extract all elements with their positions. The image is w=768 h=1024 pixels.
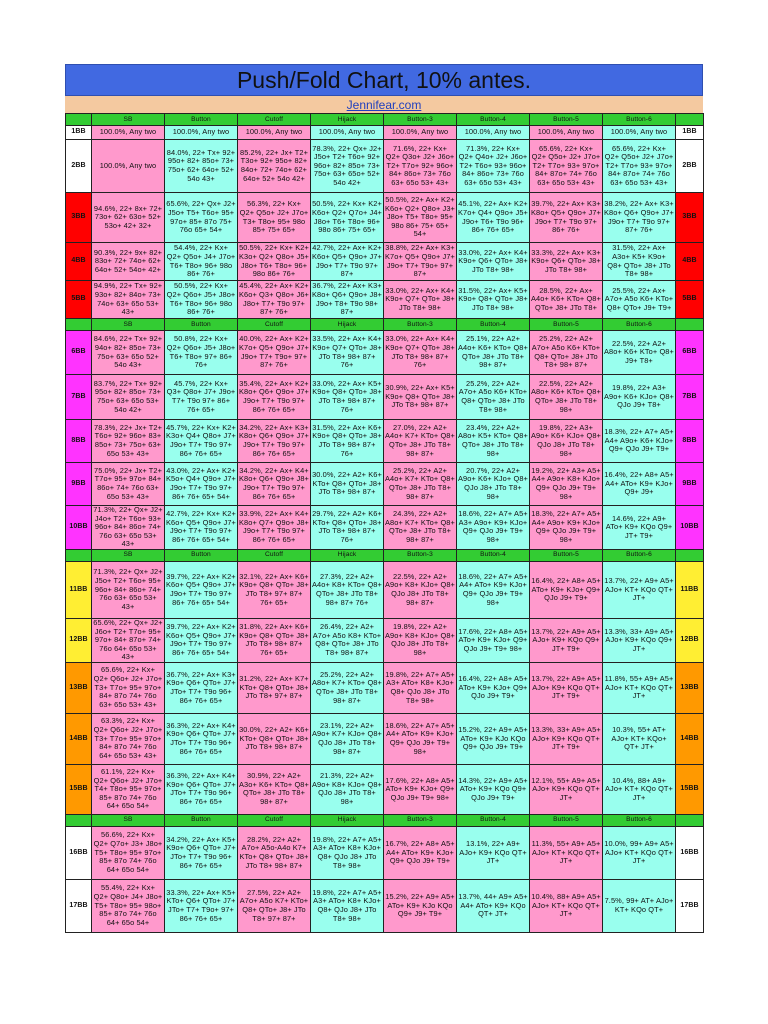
range-cell: 22.5%, 22+ A2+ A9o+ K8+ KJo+ Q8+ QJo J8+ JTo T8+ 98+ 87+ [384, 561, 457, 618]
range-cell: 11.8%, 55+ A9+ A5+ AJo+ KT+ KQo QT+ JT+ [603, 662, 676, 713]
range-cell: 15.2%, 22+ A9+ A5+ ATo+ K9+ KJo KQo Q9+ J9+ T9+ [384, 879, 457, 932]
range-cell: 25.2%, 22+ A2+ A7o+ A5o K6+ KTo+ Q8+ QTo+ J8+ JTo T8+ 98+ 87+ [530, 331, 603, 375]
range-cell: 19.8%, 22+ A7+ A5+ A3+ ATo+ K8+ KJo+ Q8+ QJo J8+ JTo T8+ 98+ [384, 662, 457, 713]
range-cell: 19.8%, 22+ A3+ A9o+ K6+ KJo+ Q8+ QJo J9+ T8+ [603, 375, 676, 420]
position-header: Button-6 [603, 549, 676, 561]
range-cell: 43.0%, 22+ Ax+ K2+ K5o+ Q4+ Q9o+ J7+ J9o+ T7+ T9o 97+ 86+ 76+ 65+ 54+ [165, 463, 238, 506]
range-cell: 28.2%, 22+ A2+ A7o+ A5o-A4o K7+ KTo+ Q8+ QTo+ J8+ JTo T8+ 98+ 87+ [238, 826, 311, 879]
position-header: Button-4 [457, 549, 530, 561]
range-cell: 50.5%, 22+ Kx+ K2+ K6o+ Q2+ Q7o+ J4+ J8o+ T6+ T8o+ 96+ 98o 86+ 75+ 65+ [311, 193, 384, 243]
range-cell: 12.1%, 55+ A9+ A5+ AJo+ K9+ KQo QT+ JT+ [530, 764, 603, 814]
range-cell: 50.5%, 22+ Kx+ K2+ K3o+ Q2+ Q8o+ J5+ J8o+ T6+ T8o+ 96+ 98o 86+ 76+ [238, 243, 311, 281]
range-cell: 33.3%, 22+ Ax+ K5+ KTo+ Q6+ QTo+ J7+ JTo+ T7+ T9o+ 97+ 86+ 76+ 65+ [165, 879, 238, 932]
range-cell: 30.0%, 22+ A2+ K6+ KTo+ Q8+ QTo+ J8+ JTo T8+ 98+ 87+ [311, 463, 384, 506]
range-cell: 7.5%, 99+ AT+ AJo+ KT+ KQo QT+ [603, 879, 676, 932]
range-cell: 17.6%, 22+ A8+ A5+ ATo+ K9+ KJo+ Q9+ QJo J9+ T9+ 98+ [384, 764, 457, 814]
range-cell: 27.5%, 22+ A2+ A7o+ A5o K7+ KTo+ Q8+ QTo+ J8+ JTo T8+ 97+ 87+ [238, 879, 311, 932]
range-cell: 22.5%, 22+ A2+ A8o+ K6+ KTo+ Q8+ QTo+ J8+ JTo T8+ 98+ [530, 375, 603, 420]
stack-label: 3BB [676, 193, 704, 243]
range-cell: 100.0%, Any two [165, 126, 238, 140]
range-cell: 30.9%, 22+ Ax+ K5+ K9o+ Q8+ QTo+ J8+ JTo T8+ 98+ 87+ [384, 375, 457, 420]
stack-label: 9BB [676, 463, 704, 506]
stack-label: 5BB [66, 281, 92, 319]
range-cell: 38.8%, 22+ Ax+ K3+ K7o+ Q5+ Q9o+ J7+ J9o+ T7+ T9o+ 97+ 87+ [384, 243, 457, 281]
range-cell: 22.5%, 22+ A2+ A8o+ K6+ KTo+ Q8+ J9+ T8+ [603, 331, 676, 375]
range-cell: 25.2%, 22+ A2+ A8o+ K7+ KTo+ Q8+ QTo+ J8+ JTo T8+ 98+ 87+ [311, 662, 384, 713]
range-cell: 39.7%, 22+ Ax+ K2+ K6o+ Q5+ Q9o+ J7+ J9o+ T7+ T9o 97+ 86+ 76+ 65+ 54+ [165, 618, 238, 662]
range-cell: 75.0%, 22+ Jx+ T2+ T7o+ 95+ 97o+ 84+ 86o+ 74+ 76o 63+ 65o 53+ 43+ [92, 463, 165, 506]
position-header: Button-5 [530, 319, 603, 331]
range-cell: 71.3%, 22+ Qx+ J2+ J4o+ T2+ T6o+ 93+ 96o+ 84+ 86o+ 74+ 76o 63+ 65o 53+ 43+ [93, 505, 163, 549]
range-cell: 18.3%, 22+ A7+ A5+ A4+ A9o+ K9+ KJo+ Q9+ QJo J9+ T9+ 98+ [530, 506, 603, 550]
position-header: Cutoff [238, 319, 311, 331]
range-cell: 27.0%, 22+ A2+ A4o+ K7+ KTo+ Q8+ QTo+ J8+ JTo T8+ 98+ 87+ [384, 420, 457, 463]
header-corner [66, 114, 92, 126]
range-cell: 27.3%, 22+ A2+ A4o+ K8+ KTo+ Q8+ QTo+ J8+ JTo T8+ 98+ 87+ 76+ [311, 561, 384, 618]
range-cell: 10.4%, 88+ A9+ AJo+ KT+ KQo QT+ JT+ [603, 764, 676, 814]
range-cell: 100.0%, Any two [384, 126, 457, 140]
range-cell: 56.6%, 22+ Kx+ Q2+ Q7o+ J3+ J8o+ T5+ T8o+ 95+ 97o+ 85+ 87o 74+ 76o 64+ 65o 54+ [92, 826, 165, 879]
table-row [66, 463, 704, 506]
position-header: Button-6 [603, 114, 676, 126]
stack-label: 17BB [66, 879, 92, 932]
range-cell: 38.2%, 22+ Ax+ K3+ K8o+ Q6+ Q9o+ J7+ J9o+ T7+ T9o 97+ 87+ 76+ [603, 193, 676, 243]
range-cell: 31.2%, 22+ Ax+ K7+ KTo+ Q8+ QTo+ J8+ JTo T8+ 97+ 87+ [238, 662, 311, 713]
range-cell: 29.7%, 22+ A2+ K6+ KTo+ Q8+ QTo+ J8+ JTo T8+ 98+ 87+ 76+ [311, 506, 384, 550]
stack-label: 10BB [66, 506, 92, 550]
header-corner [676, 319, 704, 331]
range-cell: 23.4%, 22+ A2+ A8o+ K5+ KTo+ Q8+ QTo+ J8+ JTo T8+ 98+ [457, 420, 530, 463]
range-cell: 39.7%, 22+ Ax+ K2+ K6o+ Q5+ Q9o+ J7+ J9o+ T7+ T9o 97+ 86+ 76+ 65+ 54+ [165, 561, 238, 618]
position-header: Button-3 [384, 814, 457, 826]
stack-label: 8BB [676, 420, 704, 463]
range-cell: 30.9%, 22+ A2+ A3o+ K6+ KTo+ Q8+ QTo+ J8+ JTo T8+ 98+ 87+ [238, 764, 311, 814]
position-header: SB [92, 114, 165, 126]
stack-label: 13BB [676, 662, 704, 713]
range-cell: 65.6%, 22+ Kx+ Q2+ Q5o+ J2+ J7o+ T2+ T7o+ 93+ 97o+ 84+ 87o+ 74+ 76o 63+ 65o 53+ 43+ [603, 140, 676, 193]
range-cell: 78.3%, 22+ Jx+ T2+ T6o+ 92+ 96o+ 83+ 85o+ 73+ 75o+ 63+ 65o 53+ 43+ [92, 420, 165, 463]
range-cell: 36.3%, 22+ Ax+ K4+ K9o+ Q6+ QTo+ J7+ JTo+ T7+ T9o 96+ 86+ 76+ 65+ [165, 713, 238, 764]
table-row [66, 140, 704, 193]
table-row [66, 331, 704, 375]
stack-label: 2BB [66, 140, 92, 193]
range-cell: 35.4%, 22+ Ax+ K2+ K8o+ Q6+ Q9o+ J7+ J9o+ T7+ T9o 97+ 86+ 76+ 65+ [238, 375, 311, 420]
header-corner [66, 319, 92, 331]
position-header: Cutoff [238, 814, 311, 826]
range-cell: 54.4%, 22+ Kx+ Q2+ Q5o+ J4+ J7o+ T6+ T8o+ 96+ 98o 86+ 76+ [165, 243, 238, 281]
table-row [66, 826, 704, 879]
range-cell: 45.7%, 22+ Kx+ Q3+ Q8o+ J7+ J9o+ T7+ T9o 97+ 86+ 76+ 65+ [165, 375, 238, 420]
range-cell: 61.1%, 22+ Kx+ Q2+ Q6o+ J2+ J7o+ T4+ T8o+ 95+ 97o+ 85+ 87o 74+ 76o 64+ 65o 54+ [92, 764, 165, 814]
range-cell: 31.5%, 22+ Ax+ K6+ K9o+ Q8+ QTo+ J8+ JTo T8+ 98+ 87+ 76+ [311, 420, 384, 463]
range-cell: 17.6%, 22+ A8+ A5+ ATo+ K9+ KJo+ Q9+ QJo J9+ T9+ 98+ [457, 618, 530, 662]
range-cell: 100.0%, Any two [603, 126, 676, 140]
range-cell: 20.7%, 22+ A2+ A9o+ K6+ KJo+ Q8+ QJo J8+ JTo T8+ 98+ [457, 463, 530, 506]
range-cell: 65.6%, 22+ Kx+ Q2+ Q5o+ J2+ J7o+ T2+ T7o+ 93+ 97o+ 84+ 87o+ 74+ 76o 63+ 65o 53+ 43+ [530, 140, 603, 193]
range-cell: 78.3%, 22+ Qx+ J2+ J5o+ T2+ T6o+ 92+ 96o+ 82+ 85o+ 73+ 75o+ 63+ 65o+ 52+ 54o 42+ [311, 140, 384, 193]
range-cell: 71.3%, 22+ Qx+ J2+ J5o+ T2+ T6o+ 95+ 96o+ 84+ 86o+ 74+ 76o 63+ 65o 53+ 43+ [92, 561, 165, 618]
range-cell: 18.6%, 22+ A7+ A5+ A3+ A9o+ K9+ KJo+ Q9+ QJo J9+ T9+ 98+ [457, 506, 530, 550]
range-cell: 42.7%, 22+ Ax+ K2+ K6o+ Q5+ Q9o+ J7+ J9o+ T7+ T9o 97+ 87+ [311, 243, 384, 281]
stack-label: 5BB [676, 281, 704, 319]
stack-label: 15BB [676, 764, 704, 814]
position-header: SB [92, 319, 165, 331]
stack-label: 11BB [66, 561, 92, 618]
stack-label: 16BB [676, 826, 704, 879]
stack-label: 7BB [66, 375, 92, 420]
range-cell: 14.3%, 22+ A9+ A5+ ATo+ K9+ KQo Q9+ QJo J9+ T9+ [457, 764, 530, 814]
stack-label: 8BB [66, 420, 92, 463]
range-cell: 28.5%, 22+ Ax+ A4o+ K6+ KTo+ Q8+ QTo+ J8+ JTo T8+ [530, 281, 603, 319]
range-cell: 85.2%, 22+ Jx+ T2+ T3o+ 92+ 95o+ 82+ 84o+ 72+ 74o+ 62+ 64o+ 52+ 54o 42+ [238, 140, 311, 193]
stack-label: 15BB [66, 764, 92, 814]
range-cell: 33.0%, 22+ Ax+ K4+ K9o+ Q7+ QTo+ J8+ JTo T8+ 98+ 87+ 76+ [384, 331, 457, 375]
position-header: Button-3 [384, 549, 457, 561]
range-cell: 100.0%, Any two [238, 126, 311, 140]
range-cell: 84.0%, 22+ Tx+ 92+ 95o+ 82+ 85o+ 73+ 75o+ 62+ 64o+ 52+ 54o 43+ [165, 140, 238, 193]
position-header: SB [92, 814, 165, 826]
header-corner [676, 114, 704, 126]
range-cell: 21.3%, 22+ A2+ A9o+ K8+ KJo+ Q8+ QJo J8+ JTo T8+ 98+ [311, 764, 384, 814]
range-cell: 13.1%, 22+ A9+ AJo+ K9+ KQo QT+ JT+ [457, 826, 530, 879]
range-cell: 71.3%, 22+ Kx+ Q2+ Q4o+ J2+ J6o+ T2+ T6o+ 93+ 96o+ 84+ 86o+ 73+ 76o 63+ 65o 53+ 43+ [457, 140, 530, 193]
range-cell: 50.5%, 22+ Kx+ Q2+ Q6o+ J5+ J8o+ T6+ T8o+ 96+ 98o 86+ 76+ [165, 281, 238, 319]
site-link[interactable]: Jennifear.com [65, 96, 703, 113]
range-cell: 25.2%, 22+ A2+ A7o+ A5o K6+ KTo+ Q8+ QTo+ J8+ JTo T8+ 98+ [457, 375, 530, 420]
stack-label: 12BB [676, 618, 704, 662]
range-cell: 33.0%, 22+ Ax+ K4+ K9o+ Q7+ QTo+ J8+ JTo T8+ 98+ [384, 281, 457, 319]
position-header: Hijack [311, 814, 384, 826]
range-cell: 31.5%, 22+ Ax+ K5+ K9o+ Q8+ QTo+ J8+ JTo T8+ 98+ [457, 281, 530, 319]
range-cell: 18.3%, 22+ A7+ A5+ A4+ A9o+ K6+ KJo+ Q9+ QJo J9+ T9+ [603, 420, 676, 463]
table-row [66, 764, 704, 814]
stack-label: 14BB [676, 713, 704, 764]
range-cell: 13.3%, 33+ A9+ A5+ AJo+ K9+ KQo Q9+ JT+ [603, 618, 676, 662]
range-cell: 55.4%, 22+ Kx+ Q2+ Q8o+ J4+ J8o+ T5+ T8o+ 95+ 98o+ 85+ 87o 74+ 76o 64+ 65o 54+ [92, 879, 165, 932]
range-cell: 34.2%, 22+ Ax+ K3+ K8o+ Q6+ Q9o+ J7+ J9o+ T7+ T9o 97+ 86+ 76+ 65+ [238, 420, 311, 463]
range-cell: 65.6%, 22+ Kx+ Q2+ Q6o+ J2+ J7o+ T3+ T7o+ 95+ 97o+ 84+ 87o 74+ 76o 63+ 65o 53+ 43+ [92, 662, 165, 713]
table-row [66, 713, 704, 764]
stack-label: 3BB [66, 193, 92, 243]
range-cell: 19.8%, 22+ A7+ A5+ A3+ ATo+ K8+ KJo+ Q8+ QJo J8+ JTo T8+ 98+ [311, 879, 384, 932]
range-cell: 56.3%, 22+ Kx+ Q2+ Q5o+ J2+ J7o+ T3+ T8o+ 95+ 98o 85+ 75+ 65+ [238, 193, 311, 243]
range-cell: 100.0%, Any two [311, 126, 384, 140]
range-cell: 34.2%, 22+ Ax+ K5+ K9o+ Q6+ QTo+ J7+ JTo+ T7+ T9o 96+ 86+ 76+ 65+ [165, 826, 238, 879]
table-row [66, 879, 704, 932]
range-cell: 19.2%, 22+ A3+ A5+ A4+ A9o+ K8+ KJo+ Q9+ QJo J9+ T9+ 98+ [530, 463, 603, 506]
range-cell: 13.7%, 44+ A9+ A5+ A4+ ATo+ K9+ KQo QT+ JT+ [457, 879, 530, 932]
stack-label: 6BB [676, 331, 704, 375]
range-cell: 18.6%, 22+ A7+ A5+ A4+ ATo+ K9+ KJo+ Q9+ QJo J9+ T9+ 98+ [384, 713, 457, 764]
table-row [66, 375, 704, 420]
stack-label: 4BB [66, 243, 92, 281]
table-row [66, 281, 704, 319]
range-cell: 32.1%, 22+ Ax+ K6+ K9o+ Q8+ QTo+ J8+ JTo T8+ 97+ 87+ 76+ 65+ [238, 561, 311, 618]
range-cell: 23.1%, 22+ A2+ A9o+ K7+ KJo+ Q8+ QJo J8+ JTo T8+ 98+ 87+ [311, 713, 384, 764]
range-cell: 11.3%, 55+ A9+ A5+ AJo+ KT+ KQo QT+ JT+ [530, 826, 603, 879]
range-cell: 100.0%, Any two [530, 126, 603, 140]
stack-label: 17BB [676, 879, 704, 932]
table-row [66, 506, 704, 550]
range-cell: 10.4%, 88+ A9+ A5+ AJo+ KT+ KQo QT+ JT+ [530, 879, 603, 932]
range-cell: 90.3%, 22+ 9x+ 82+ 83o+ 72+ 74o+ 62+ 64o+ 52+ 54o+ 42+ [92, 243, 165, 281]
stack-label: 9BB [66, 463, 92, 506]
stack-label: 12BB [66, 618, 92, 662]
range-cell: 13.7%, 22+ A9+ A5+ AJo+ K9+ KQo Q9+ JT+ T9+ [530, 618, 603, 662]
range-cell: 34.2%, 22+ Ax+ K4+ K8o+ Q6+ Q9o+ J8+ J9o+ T7+ T9o 97+ 86+ 76+ 65+ [238, 463, 311, 506]
position-header: Button-3 [384, 114, 457, 126]
position-header: Button [165, 319, 238, 331]
range-cell: 94.9%, 22+ Tx+ 92+ 93o+ 82+ 84o+ 73+ 74o+ 63+ 65o 53+ 43+ [92, 281, 165, 319]
header-row [66, 549, 704, 561]
page-title: Push/Fold Chart, 10% antes. [65, 64, 703, 96]
table-row [66, 193, 704, 243]
range-cell: 16.4%, 22+ A8+ A5+ ATo+ K9+ KJo+ Q9+ QJo J9+ T9+ [457, 662, 530, 713]
position-header: Button-6 [603, 814, 676, 826]
table-row [66, 561, 704, 618]
table-row [66, 243, 704, 281]
stack-label: 16BB [66, 826, 92, 879]
position-header: Button-6 [603, 319, 676, 331]
header-row [66, 319, 704, 331]
range-cell: 19.8%, 22+ A2+ A9o+ K8+ KJo+ Q8+ QJo J8+ JTo T8+ 98+ [384, 618, 457, 662]
range-cell: 65.6%, 22+ Qx+ J2+ J5o+ T5+ T6o+ 95+ 97o+ 85+ 87o 75+ 76o 65+ 54+ [165, 193, 238, 243]
range-cell: 94.6%, 22+ 8x+ 72+ 73o+ 62+ 63o+ 52+ 53o+ 42+ 32+ [92, 193, 165, 243]
range-cell: 15.2%, 22+ A9+ A5+ ATo+ K9+ KJo KQo Q9+ QJo J9+ T9+ [457, 713, 530, 764]
position-header: Hijack [311, 114, 384, 126]
stack-label: 14BB [66, 713, 92, 764]
range-cell: 13.7%, 22+ A9+ A5+ AJo+ K9+ KQo QT+ JT+ T9+ [530, 662, 603, 713]
position-header: Cutoff [238, 549, 311, 561]
table-body [66, 114, 704, 933]
position-header: Button-4 [457, 814, 530, 826]
range-cell: 36.3%, 22+ Ax+ K4+ K9o+ Q6+ QTo+ J7+ JTo+ T7+ T9o 96+ 86+ 76+ 65+ [165, 764, 238, 814]
range-cell: 33.5%, 22+ Ax+ K4+ K9o+ Q7+ QTo+ J8+ JTo T8+ 98+ 87+ 76+ [311, 331, 384, 375]
table-row [66, 420, 704, 463]
range-cell: 50.5%, 22+ Ax+ K2+ K6o+ Q2+ Q8o+ J3+ J8o+ T5+ T8o+ 95+ 98o 86+ 75+ 65+ 54+ [384, 193, 457, 243]
range-cell: 45.1%, 22+ Ax+ K2+ K7o+ Q4+ Q9o+ J5+ J9o+ T6+ T9o 96+ 86+ 76+ 65+ [457, 193, 530, 243]
chart-sheet [65, 64, 703, 933]
range-cell: 100.0%, Any two [92, 140, 165, 193]
table-row [66, 126, 704, 140]
table-row [66, 618, 704, 662]
stack-label: 1BB [66, 126, 92, 140]
range-cell: 26.4%, 22+ A2+ A7o+ A5o K8+ KTo+ Q8+ QTo+ J8+ JTo T8+ 98+ 87+ [311, 618, 384, 662]
range-cell: 83.7%, 22+ Tx+ 92+ 95o+ 82+ 85o+ 73+ 75o+ 63+ 65o 53+ 54o 42+ [92, 375, 165, 420]
header-corner [676, 814, 704, 826]
position-header: Cutoff [238, 114, 311, 126]
push-fold-table [65, 113, 704, 933]
stack-label: 1BB [676, 126, 704, 140]
range-cell: 19.8%, 22+ A3+ A9o+ K6+ KJo+ Q8+ QJo J8+ JTo T8+ 98+ [530, 420, 603, 463]
range-cell: 36.7%, 22+ Ax+ K3+ K9o+ Q6+ QTo+ J7+ JTo+ T7+ T9o 96+ 86+ 76+ 65+ [165, 662, 238, 713]
range-cell: 18.6%, 22+ A7+ A5+ A4+ ATo+ K9+ KJo+ Q9+ QJo J9+ T9+ 98+ [457, 561, 530, 618]
range-cell: 40.0%, 22+ Ax+ K2+ K7o+ Q5+ Q9o+ J7+ J9o+ T7+ T9o+ 97+ 87+ 76+ [238, 331, 311, 375]
range-cell: 16.4%, 22+ A8+ A5+ ATo+ K9+ KJo+ Q9+ QJo J9+ T9+ [530, 561, 603, 618]
header-corner [66, 549, 92, 561]
position-header: Button [165, 549, 238, 561]
range-cell: 84.6%, 22+ Tx+ 92+ 94o+ 82+ 85o+ 73+ 75o+ 63+ 65o 52+ 54o 43+ [92, 331, 165, 375]
header-row [66, 814, 704, 826]
range-cell: 65.6%, 22+ Qx+ J2+ J6o+ T2+ T7o+ 95+ 97o+ 84+ 87o+ 74+ 76o 64+ 65o 53+ 43+ [93, 618, 163, 662]
stack-label: 10BB [676, 506, 704, 550]
position-header: Button-4 [457, 319, 530, 331]
range-cell: 19.8%, 22+ A7+ A5+ A3+ ATo+ K8+ KJo+ Q8+ QJo J8+ JTo T8+ 98+ [311, 826, 384, 879]
range-cell: 31.5%, 22+ Ax+ A3o+ K5+ K9o+ Q8+ QTo+ J8+ JTo T8+ 98+ [603, 243, 676, 281]
position-header: Button-3 [384, 319, 457, 331]
range-cell: 33.9%, 22+ Ax+ K4+ K8o+ Q7+ Q9o+ J8+ J9o+ T7+ T9o 97+ 86+ 76+ 65+ [238, 506, 311, 550]
range-cell: 33.3%, 22+ Ax+ K3+ K9o+ Q6+ QTo+ J8+ JTo T8+ 98+ [530, 243, 603, 281]
range-cell: 30.0%, 22+ A2+ K6+ KTo+ Q8+ QTo+ J8+ JTo T8+ 98+ 87+ [238, 713, 311, 764]
range-cell: 16.7%, 22+ A8+ A5+ A4+ ATo+ K9+ KJo+ Q9+ QJo J9+ T9+ [384, 826, 457, 879]
range-cell: 24.3%, 22+ A2+ A8o+ K7+ KTo+ Q8+ QTo+ J8+ JTo T8+ 98+ 87+ [384, 506, 457, 550]
stack-label: 4BB [676, 243, 704, 281]
header-corner [66, 814, 92, 826]
range-cell: 10.3%, 55+ AT+ AJo+ KT+ KQo+ QT+ JT+ [603, 713, 676, 764]
range-cell: 71.6%, 22+ Kx+ Q2+ Q3o+ J2+ J6o+ T2+ T7o+ 92+ 96o+ 84+ 86o+ 73+ 76o 63+ 65o 53+ 43+ [384, 140, 457, 193]
range-cell: 42.7%, 22+ Kx+ K2+ K6o+ Q5+ Q9o+ J7+ J9o+ T7+ T9o 97+ 86+ 76+ 65+ 54+ [165, 506, 238, 550]
range-cell: 31.8%, 22+ Ax+ K6+ K9o+ Q8+ QTo+ J8+ JTo T8+ 98+ 87+ 76+ 65+ [238, 618, 311, 662]
stack-label: 7BB [676, 375, 704, 420]
range-cell: 25.5%, 22+ Ax+ A7o+ A5o K6+ KTo+ Q8+ QTo+ J9+ T9+ [603, 281, 676, 319]
position-header: Button-5 [530, 549, 603, 561]
header-corner [676, 549, 704, 561]
header-row [66, 114, 704, 126]
range-cell: 33.0%, 22+ Ax+ K4+ K9o+ Q6+ QTo+ J8+ JTo T8+ 98+ [457, 243, 530, 281]
position-header: Button [165, 114, 238, 126]
position-header: Button [165, 814, 238, 826]
position-header: Hijack [311, 319, 384, 331]
range-cell: 14.6%, 22+ A9+ ATo+ K9+ KQo Q9+ JT+ T9+ [603, 506, 676, 550]
range-cell: 63.3%, 22+ Kx+ Q2+ Q6o+ J2+ J7o+ T3+ T7o+ 95+ 97o+ 84+ 87o 74+ 76o 64+ 65o 53+ 43+ [92, 713, 165, 764]
stack-label: 6BB [66, 331, 92, 375]
range-cell: 33.0%, 22+ Ax+ K5+ K9o+ Q8+ QTo+ J8+ JTo T8+ 98+ 87+ 76+ [311, 375, 384, 420]
stack-label: 11BB [676, 561, 704, 618]
stack-label: 13BB [66, 662, 92, 713]
range-cell: 45.4%, 22+ Ax+ K2+ K6o+ Q3+ Q8o+ J6+ J8o+ T7+ T9o 97+ 87+ 76+ [238, 281, 311, 319]
position-header: Hijack [311, 549, 384, 561]
range-cell: 100.0%, Any two [457, 126, 530, 140]
range-cell: 50.8%, 22+ Kx+ Q2+ Q6o+ J5+ J8o+ T6+ T8o+ 97+ 86+ 76+ [165, 331, 238, 375]
position-header: Button-5 [530, 814, 603, 826]
stack-label: 2BB [676, 140, 704, 193]
range-cell: 100.0%, Any two [92, 126, 165, 140]
table-row [66, 662, 704, 713]
range-cell: 39.7%, 22+ Ax+ K3+ K8o+ Q5+ Q9o+ J7+ J9o+ T7+ T9o 97+ 86+ 76+ [530, 193, 603, 243]
range-cell: 36.7%, 22+ Ax+ K3+ K8o+ Q6+ Q9o+ J8+ J9o+ T8+ T9o 98+ 87+ [311, 281, 384, 319]
range-cell: 13.7%, 22+ A9+ A5+ AJo+ KT+ KQo QT+ JT+ [603, 561, 676, 618]
range-cell: 45.7%, 22+ Kx+ K2+ K3o+ Q4+ Q8o+ J7+ J9o+ T7+ T9o 97+ 86+ 76+ 65+ [165, 420, 238, 463]
position-header: Button-5 [530, 114, 603, 126]
range-cell: 16.4%, 22+ A8+ A5+ A4+ ATo+ K9+ KJo+ Q9+ J9+ [603, 463, 676, 506]
position-header: SB [92, 549, 165, 561]
position-header: Button-4 [457, 114, 530, 126]
range-cell: 25.1%, 22+ A2+ A4o+ K6+ KTo+ Q8+ QTo+ J8+ JTo T8+ 98+ 87+ [457, 331, 530, 375]
range-cell: 13.3%, 33+ A9+ A5+ AJo+ K9+ KQo QT+ JT+ T9+ [530, 713, 603, 764]
range-cell: 10.0%, 99+ A9+ A5+ AJo+ KT+ KQo QT+ JT+ [603, 826, 676, 879]
range-cell: 25.2%, 22+ A2+ A4o+ K7+ KTo+ Q8+ QTo+ J8+ JTo T8+ 98+ 87+ [384, 463, 457, 506]
